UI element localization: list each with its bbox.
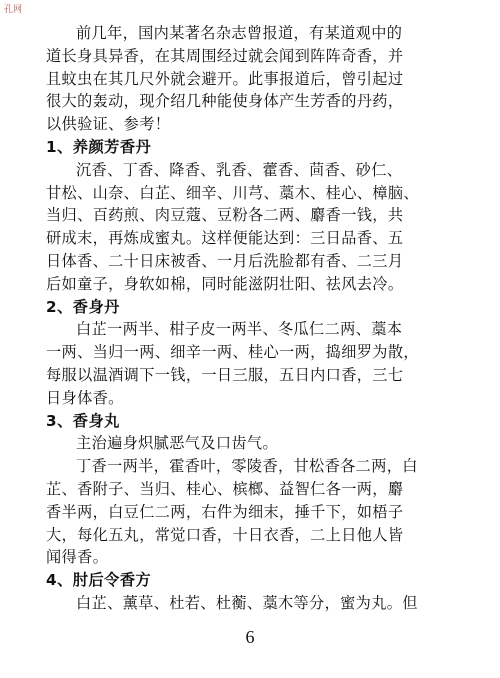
text-line: 白芷、薰草、杜若、杜蘅、藁木等分，蜜为丸。但 <box>76 593 418 612</box>
text-line: 当归、百药煎、肉豆蔻、豆粉各二两、麝香一钱，共 <box>46 206 404 225</box>
text-line: 沉香、丁香、降香、乳香、藿香、茴香、砂仁、 <box>76 160 403 179</box>
text-line: 每服以温酒调下一钱，一日三服，五日内口香，三七 <box>46 365 404 384</box>
text-line: 甘松、山奈、白芷、细辛、川芎、藁木、桂心、樟脑、 <box>46 183 419 202</box>
text-line: 道长身具异香，在其周围经过就会闻到阵阵奇香，并 <box>46 46 404 65</box>
text-line: 丁香一两半，霍香叶，零陵香，甘松香各二两，白 <box>76 457 418 476</box>
text-line: 以供验证、参考！ <box>46 115 171 134</box>
text-line: 一两、当归一两、细辛一两、桂心一两，捣细罗为散， <box>46 343 419 362</box>
text-line: 后如童子，身软如棉，同时能滋阴壮阳、祛风去冷。 <box>46 274 404 293</box>
text-line: 且蚊虫在其几尺外就会避开。此事报道后，曾引起过 <box>46 69 404 88</box>
text-line: 很大的轰动，现介绍几种能使身体产生芳香的丹药， <box>46 92 404 111</box>
text-line: 研成末，再炼成蜜丸。这样便能达到：三日品香、五 <box>46 229 404 248</box>
text-line: 日身体香。 <box>46 388 124 407</box>
section-heading: 2、香身丹 <box>46 297 120 316</box>
watermark-logo: 孔网 <box>4 5 23 15</box>
section-heading: 1、养颜芳香丹 <box>46 137 152 156</box>
text-line: 大，每化五丸，常觉口香，十日衣香，二上日他人皆 <box>46 525 404 544</box>
text-line: 日体香、二十日床被香、一月后洗脸都有香、二三月 <box>46 251 404 270</box>
text-line: 主治遍身炽腻恶气及口齿气。 <box>76 434 278 453</box>
body-text <box>46 22 456 615</box>
section-heading: 3、香身丸 <box>46 411 120 430</box>
text-line: 闻得香。 <box>46 548 109 567</box>
page-number: 6 <box>245 627 255 647</box>
text-line: 香半两，白豆仁二两，右件为细末，捶千下，如梧子 <box>46 502 404 521</box>
text-line: 芷、香附子、当归、桂心、槟榔、益智仁各一两，麝 <box>46 479 404 498</box>
text-line: 前几年，国内某著名杂志曾报道，有某道观中的 <box>76 24 403 42</box>
section-heading: 4、肘后令香方 <box>46 571 152 590</box>
text-line: 白芷一两半、柑子皮一两半、冬瓜仁二两、藁本 <box>76 320 403 339</box>
